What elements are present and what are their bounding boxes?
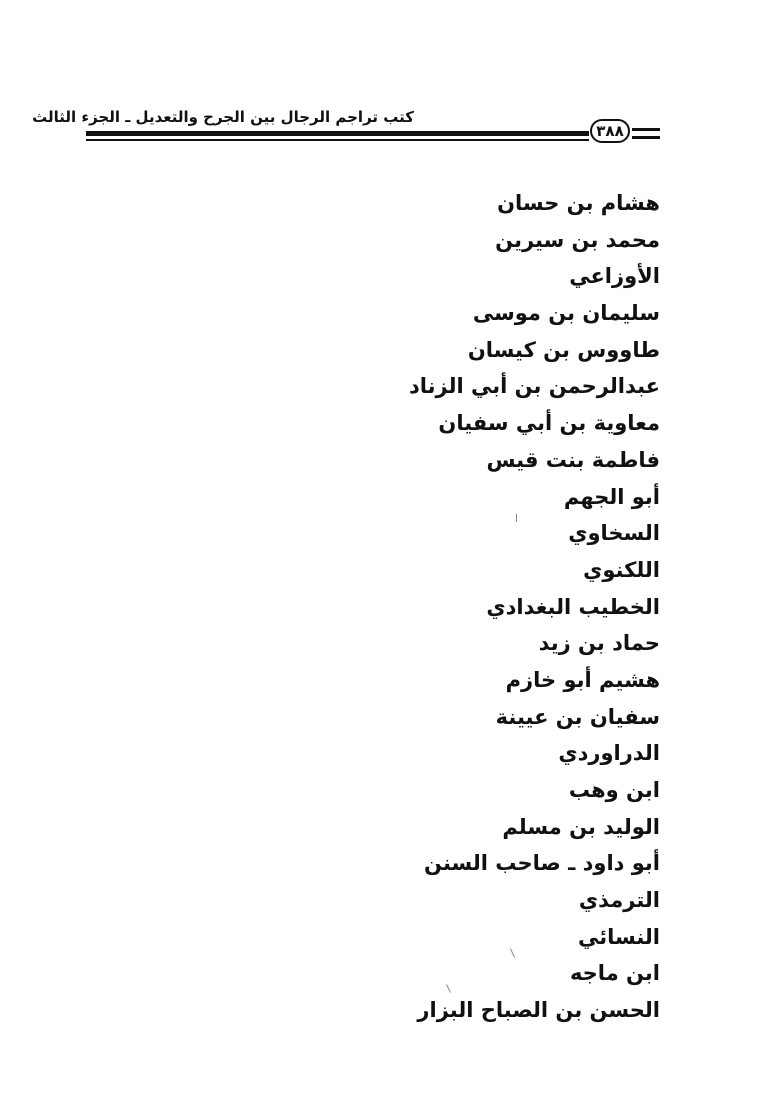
list-item: سفيان بن عيينة [495,704,660,729]
list-item: حماد بن زيد [538,631,660,656]
header-rule-thick [86,131,589,136]
header-rule-thin [86,139,589,141]
list-item: اللكنوي [583,557,660,582]
list-item: أبو داود ـ صاحب السنن [424,851,660,876]
list-item: طاووس بن كيسان [467,337,660,362]
list-item: ابن وهب [568,778,660,802]
header-rule-right-lower [632,136,660,139]
list-item: الترمذي [578,888,660,913]
list-item: أبو الجهم [563,484,660,509]
list-item: الدراوردي [558,741,660,766]
list-item: الحسن بن الصباح البزار [417,998,660,1023]
list-item: هشام بن حسان [497,191,660,215]
header-rule-right-upper [632,128,660,131]
list-item: فاطمة بنت قيس [486,447,660,472]
narrator-name-list [240,185,660,1029]
scan-speck [516,514,517,522]
running-header-title: كتب تراجم الرجال بين الجرح والتعديل ـ الجزء الثالث [32,108,414,126]
list-item: النسائي [577,924,660,949]
list-item: الخطيب البغدادي [486,594,660,619]
list-item: ابن ماجه [569,961,660,986]
list-item: الوليد بن مسلم [502,814,660,839]
list-item: الأوزاعي [569,264,660,289]
page-number: ٣٨٨ [590,119,630,143]
list-item: عبدالرحمن بن أبي الزناد [408,374,660,399]
list-item: سليمان بن موسى [472,301,660,326]
list-item: محمد بن سيرين [495,227,660,252]
list-item: هشيم أبو خازم [505,667,660,692]
list-item: معاوية بن أبي سفيان [438,411,660,436]
list-item: السخاوي [568,521,660,546]
